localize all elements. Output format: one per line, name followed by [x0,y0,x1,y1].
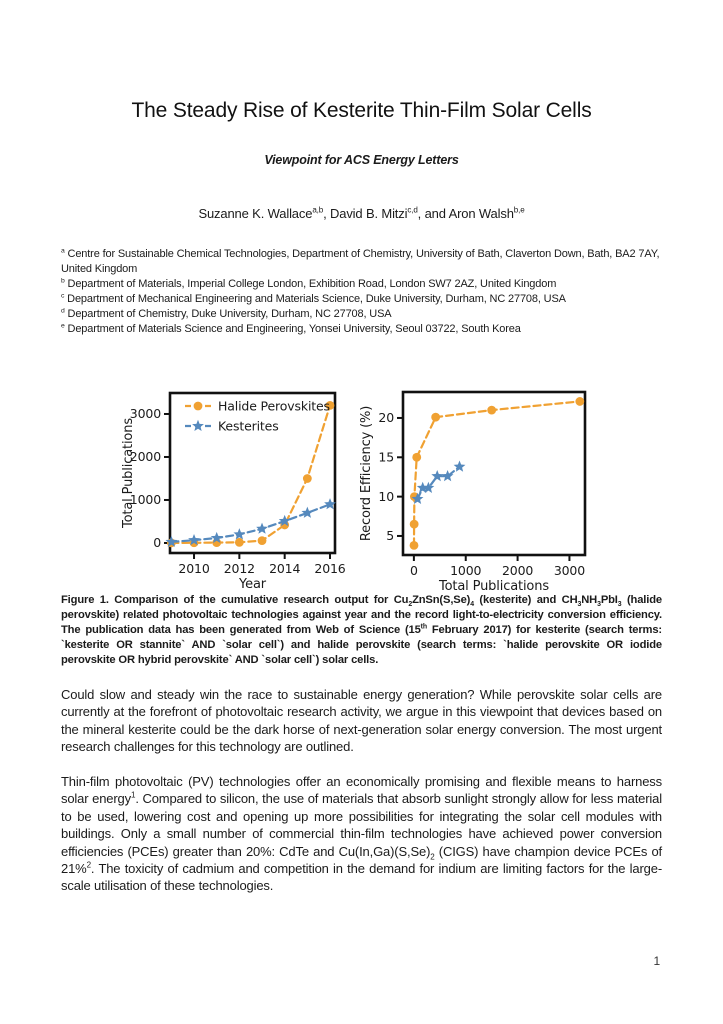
svg-text:1000: 1000 [450,563,482,578]
affiliation-item: $^c$ Department of Mechanical Engineering and Materials Science, Duke University, Durham, NC 27708, USA [61,292,566,305]
svg-text:3000: 3000 [129,406,161,422]
svg-text:0: 0 [409,563,418,578]
svg-text:2014: 2014 [269,561,301,576]
svg-text:Kesterites: Kesterites [218,418,279,434]
figure-1 [61,380,662,593]
affiliation-item: $^e$ Department of Materials Science and Engineering, Yonsei University, Seoul 03722, South Korea [61,322,521,335]
svg-text:2000: 2000 [129,449,161,465]
affiliations-block [61,247,662,337]
svg-text:0: 0 [153,535,161,551]
paragraph-abstract: Could slow and steady win the race to sustainable energy generation? While perovskite solar cells are currently at the forefront of photovoltaic research activity, we argue in this viewpoint that devices based on the mineral kesterite could be the dark horse of next-generation solar energy conversion. The most urgent research challenges for this technology are outlined. [61,687,662,755]
svg-text:2010: 2010 [178,561,210,576]
svg-text:Total Publications: Total Publications [121,418,136,528]
svg-text:5: 5 [386,528,394,544]
svg-text:Halide Perovskites: Halide Perovskites [218,398,330,414]
paragraph-intro: Thin-film photovoltaic (PV) technologies offer an economically promising and flexible means to harness solar energy$^1$. Compared to silicon, the use of materials that absorb sunlight strongly allow for less material to be used, lowering cost and opening up more possibilities for integrating the solar cell modules with buildings. Only a small number of commercial thin-film technologies have achieved power conversion efficiencies (PCEs) greater than 20%: CdTe and $Cu(In,Ga)(S,Se)_2$ (CIGS) have champion device PCEs of 21%$^2$. The toxicity of cadmium and competition in the demand for indium are limiting factors for the large-scale utilisation of these technologies. [61,774,662,894]
svg-text:2000: 2000 [501,563,534,578]
svg-text:10: 10 [378,488,394,504]
figure-1-caption: Figure 1. Comparison of the cumulative research output for $Cu_2ZnSn(S,Se)_4$ (kesterite) and $CH_3NH_3PbI_3$ (halide perovskite) related photovoltaic technologies against year and the record light-to-electricity conversion efficiency. The publication data has been generated from Web of Science (15th February 2017) for kesterite (search terms: `kesterite OR stannite` AND `solar cell`) and halide perovskite (search terms: `halide perovskite OR iodide perovskite OR hybrid perovskite` AND `solar cell`) solar cells. [61,594,662,666]
figure-1-charts [61,380,662,593]
page-number: 1 [653,954,660,968]
affiliation-item: $^b$ Department of Materials, Imperial College London, Exhibition Road, London SW7 2AZ, United Kingdom [61,277,557,290]
page-title: The Steady Rise of Kesterite Thin-Film Solar Cells [131,99,592,123]
journal-subtitle: Viewpoint for ACS Energy Letters [264,153,459,167]
svg-text:20: 20 [378,410,394,426]
svg-text:Total Publications: Total Publications [439,579,549,593]
svg-text:Year: Year [239,577,266,592]
svg-text:2012: 2012 [223,561,255,576]
svg-text:3000: 3000 [553,563,586,578]
affiliation-item: $^d$ Department of Chemistry, Duke University, Durham, NC 27708, USA [61,307,392,320]
svg-text:1000: 1000 [129,492,161,508]
affiliation-item: $^a$ Centre for Sustainable Chemical Technologies, Department of Chemistry, University of Bath, Claverton Down, Bath, BA2 7AY, United Kingdom [61,247,660,275]
svg-text:2016: 2016 [314,561,346,576]
authors-line: Suzanne K. Wallace$^{a,b}$, David B. Mitzi$^{c,d}$, and Aron Walsh$^{b,e}$ [198,205,525,221]
svg-text:Record Efficiency (%): Record Efficiency (%) [359,405,374,542]
svg-text:15: 15 [378,449,394,465]
